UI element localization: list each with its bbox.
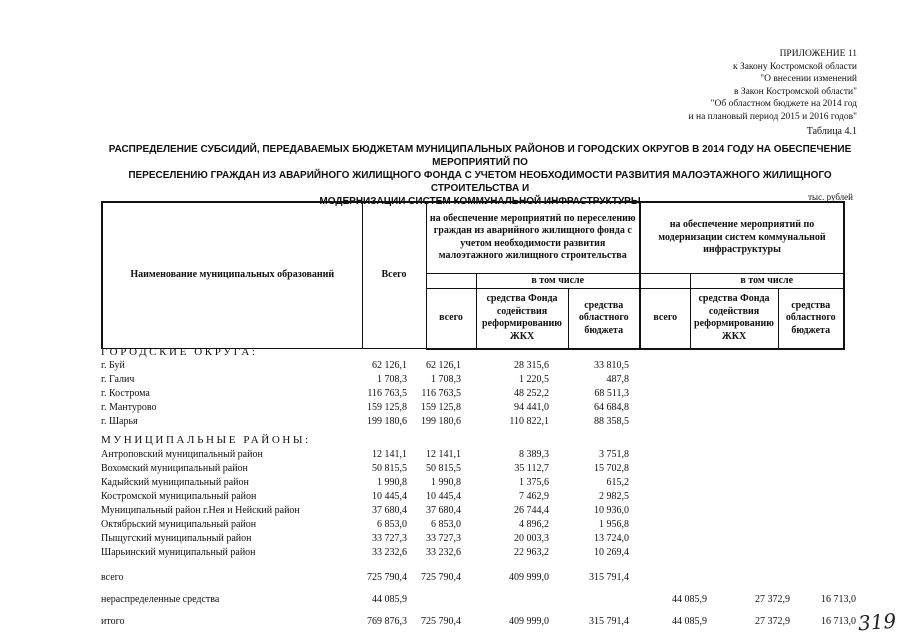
cell-resettle-total: 725 790,4 xyxy=(421,572,461,583)
cell-resettle-fund: 409 999,0 xyxy=(509,572,549,583)
summary-row-total xyxy=(101,571,861,585)
header-sub-regional: средства областного бюджета xyxy=(778,289,844,349)
cell-resettle-fund: 8 389,3 xyxy=(519,449,549,460)
header-including: в том числе xyxy=(690,273,844,289)
cell-resettle-regional: 88 358,5 xyxy=(594,416,629,427)
row-name: Шарьинский муниципальный район xyxy=(101,547,256,558)
header-name: Наименование муниципальных образований xyxy=(102,202,362,349)
cell-resettle-fund: 7 462,9 xyxy=(519,491,549,502)
cell-resettle-total: 37 680,4 xyxy=(426,505,461,516)
cell-resettle-total: 62 126,1 xyxy=(426,360,461,371)
cell-resettle-regional: 10 269,4 xyxy=(594,547,629,558)
cell-resettle-regional: 10 936,0 xyxy=(594,505,629,516)
cell-total: 1 708,3 xyxy=(377,374,407,385)
table-row xyxy=(101,415,861,429)
cell-resettle-total: 725 790,4 xyxy=(421,616,461,627)
cell-total: 44 085,9 xyxy=(372,594,407,605)
cell-total: 1 990,8 xyxy=(377,477,407,488)
cell-total: 37 680,4 xyxy=(372,505,407,516)
cell-total: 199 180,6 xyxy=(367,416,407,427)
cell-resettle-total: 199 180,6 xyxy=(421,416,461,427)
table-row xyxy=(101,518,861,532)
appendix-note xyxy=(689,48,857,124)
cell-resettle-total: 12 141,1 xyxy=(426,449,461,460)
cell-resettle-total: 116 763,5 xyxy=(421,388,461,399)
table-row xyxy=(101,401,861,415)
cell-infra-total: 44 085,9 xyxy=(672,594,707,605)
cell-total: 116 763,5 xyxy=(367,388,407,399)
cell-infra-fund: 27 372,9 xyxy=(755,594,790,605)
appendix-title: ПРИЛОЖЕНИЕ 11 xyxy=(779,49,857,59)
row-name: Муниципальный район г.Нея и Нейский район xyxy=(101,505,300,516)
cell-total: 6 853,0 xyxy=(377,519,407,530)
summary-row-grand-total xyxy=(101,615,861,629)
row-name: Кадыйский муниципальный район xyxy=(101,477,249,488)
header-sub-fund: средства Фонда содействия реформированию ЖКХ xyxy=(690,289,778,349)
cell-infra-fund: 27 372,9 xyxy=(755,616,790,627)
cell-resettle-fund: 20 003,3 xyxy=(514,533,549,544)
row-name: всего xyxy=(101,572,124,583)
header-sub-total: всего xyxy=(640,289,690,349)
cell-resettle-total: 6 853,0 xyxy=(431,519,461,530)
row-name: нераспределенные средства xyxy=(101,594,220,605)
cell-resettle-fund: 110 822,1 xyxy=(509,416,549,427)
document-title xyxy=(100,143,860,208)
title-line: МОДЕРНИЗАЦИИ СИСТЕМ КОММУНАЛЬНОЙ ИНФРАСТРУКТУРЫ xyxy=(319,196,641,207)
cell-resettle-regional: 33 810,5 xyxy=(594,360,629,371)
cell-total: 33 727,3 xyxy=(372,533,407,544)
row-name: итого xyxy=(101,616,125,627)
table-label: Таблица 4.1 xyxy=(806,126,857,137)
title-line: РАСПРЕДЕЛЕНИЕ СУБСИДИЙ, ПЕРЕДАВАЕМЫХ БЮДЖЕТАМ МУНИЦИПАЛЬНЫХ РАЙОНОВ И ГОРОДСКИХ ОКРУГОВ В 2014 ГОДУ НА ОБЕСПЕЧЕНИЕ МЕРОПРИЯТИЙ ПО xyxy=(108,144,852,168)
table-row xyxy=(101,490,861,504)
cell-resettle-fund: 35 112,7 xyxy=(514,463,549,474)
cell-resettle-total: 159 125,8 xyxy=(421,402,461,413)
row-name: Пыщугский муниципальный район xyxy=(101,533,252,544)
cell-resettle-total: 1 990,8 xyxy=(431,477,461,488)
table-row xyxy=(101,448,861,462)
section-municipal: МУНИЦИПАЛЬНЫЕ РАЙОНЫ: xyxy=(101,434,311,446)
summary-row-undistributed xyxy=(101,593,861,607)
header-group-resettlement: на обеспечение мероприятий по переселению граждан из аварийного жилищного фонда с учетом необходимости развития малоэтажного жилищного строительства xyxy=(426,202,640,273)
cell-total: 725 790,4 xyxy=(367,572,407,583)
cell-infra-regional: 16 713,0 xyxy=(821,616,856,627)
row-name: Вохомский муниципальный район xyxy=(101,463,248,474)
cell-infra-regional: 16 713,0 xyxy=(821,594,856,605)
appendix-line: "Об областном бюджете на 2014 год xyxy=(710,99,857,110)
cell-resettle-fund: 94 441,0 xyxy=(514,402,549,413)
table-header xyxy=(101,201,845,350)
cell-resettle-total: 33 727,3 xyxy=(426,533,461,544)
row-name: г. Шарья xyxy=(101,416,138,427)
cell-resettle-total: 1 708,3 xyxy=(431,374,461,385)
cell-resettle-regional: 15 702,8 xyxy=(594,463,629,474)
row-name: г. Мантурово xyxy=(101,402,157,413)
row-name: Октябрьский муниципальный район xyxy=(101,519,257,530)
cell-total: 50 815,5 xyxy=(372,463,407,474)
cell-resettle-fund: 1 375,6 xyxy=(519,477,549,488)
cell-total: 62 126,1 xyxy=(372,360,407,371)
row-name: Костромской муниципальный район xyxy=(101,491,257,502)
cell-total: 33 232,6 xyxy=(372,547,407,558)
cell-infra-total: 44 085,9 xyxy=(672,616,707,627)
header-sub-regional: средства областного бюджета xyxy=(568,289,640,349)
cell-resettle-fund: 22 963,2 xyxy=(514,547,549,558)
appendix-line: и на плановый период 2015 и 2016 годов" xyxy=(688,111,857,122)
cell-resettle-regional: 2 982,5 xyxy=(599,491,629,502)
cell-resettle-regional: 3 751,8 xyxy=(599,449,629,460)
cell-resettle-regional: 315 791,4 xyxy=(589,616,629,627)
row-name: г. Галич xyxy=(101,374,135,385)
header-sub-fund: средства Фонда содействия реформированию ЖКХ xyxy=(476,289,568,349)
cell-resettle-regional: 68 511,3 xyxy=(594,388,629,399)
header-including: в том числе xyxy=(476,273,640,289)
section-urban: ГОРОДСКИЕ ОКРУГА: xyxy=(101,346,258,358)
cell-resettle-total: 10 445,4 xyxy=(426,491,461,502)
cell-resettle-regional: 615,2 xyxy=(606,477,629,488)
table-row xyxy=(101,373,861,387)
table-row xyxy=(101,462,861,476)
units-label: тыс. рублей xyxy=(808,192,853,202)
cell-resettle-fund: 48 252,2 xyxy=(514,388,549,399)
cell-total: 10 445,4 xyxy=(372,491,407,502)
cell-resettle-regional: 315 791,4 xyxy=(589,572,629,583)
appendix-line: "О внесении изменений xyxy=(760,74,857,85)
cell-total: 12 141,1 xyxy=(372,449,407,460)
header-blank xyxy=(640,273,690,289)
table-row xyxy=(101,476,861,490)
cell-resettle-fund: 4 896,2 xyxy=(519,519,549,530)
cell-resettle-regional: 1 956,8 xyxy=(599,519,629,530)
cell-resettle-fund: 28 315,6 xyxy=(514,360,549,371)
cell-resettle-regional: 13 724,0 xyxy=(594,533,629,544)
cell-resettle-regional: 64 684,8 xyxy=(594,402,629,413)
appendix-line: к Закону Костромской области xyxy=(732,61,857,72)
row-name: Антроповский муниципальный район xyxy=(101,449,263,460)
cell-resettle-regional: 487,8 xyxy=(606,374,629,385)
table-row xyxy=(101,387,861,401)
cell-resettle-fund: 1 220,5 xyxy=(519,374,549,385)
row-name: г. Кострома xyxy=(101,388,150,399)
cell-resettle-fund: 26 744,4 xyxy=(514,505,549,516)
table-row xyxy=(101,546,861,560)
appendix-line: в Закон Костромской области" xyxy=(733,86,857,97)
cell-resettle-fund: 409 999,0 xyxy=(509,616,549,627)
header-total: Всего xyxy=(362,202,426,349)
title-line: ПЕРЕСЕЛЕНИЮ ГРАЖДАН ИЗ АВАРИЙНОГО ЖИЛИЩНОГО ФОНДА С УЧЕТОМ НЕОБХОДИМОСТИ РАЗВИТИЯ МАЛОЭТАЖНОГО ЖИЛИЩНОГО СТРОИТЕЛЬСТВА И xyxy=(128,170,832,194)
table-row xyxy=(101,532,861,546)
cell-total: 769 876,3 xyxy=(367,616,407,627)
cell-total: 159 125,8 xyxy=(367,402,407,413)
cell-resettle-total: 33 232,6 xyxy=(426,547,461,558)
row-name: г. Буй xyxy=(101,360,125,371)
header-group-infrastructure: на обеспечение мероприятий по модернизации систем коммунальной инфраструктуры xyxy=(640,202,844,273)
header-sub-total: всего xyxy=(426,289,476,349)
table-row xyxy=(101,504,861,518)
handwritten-page-number: 319 xyxy=(857,608,897,636)
header-blank xyxy=(426,273,476,289)
cell-resettle-total: 50 815,5 xyxy=(426,463,461,474)
table-row xyxy=(101,359,861,373)
